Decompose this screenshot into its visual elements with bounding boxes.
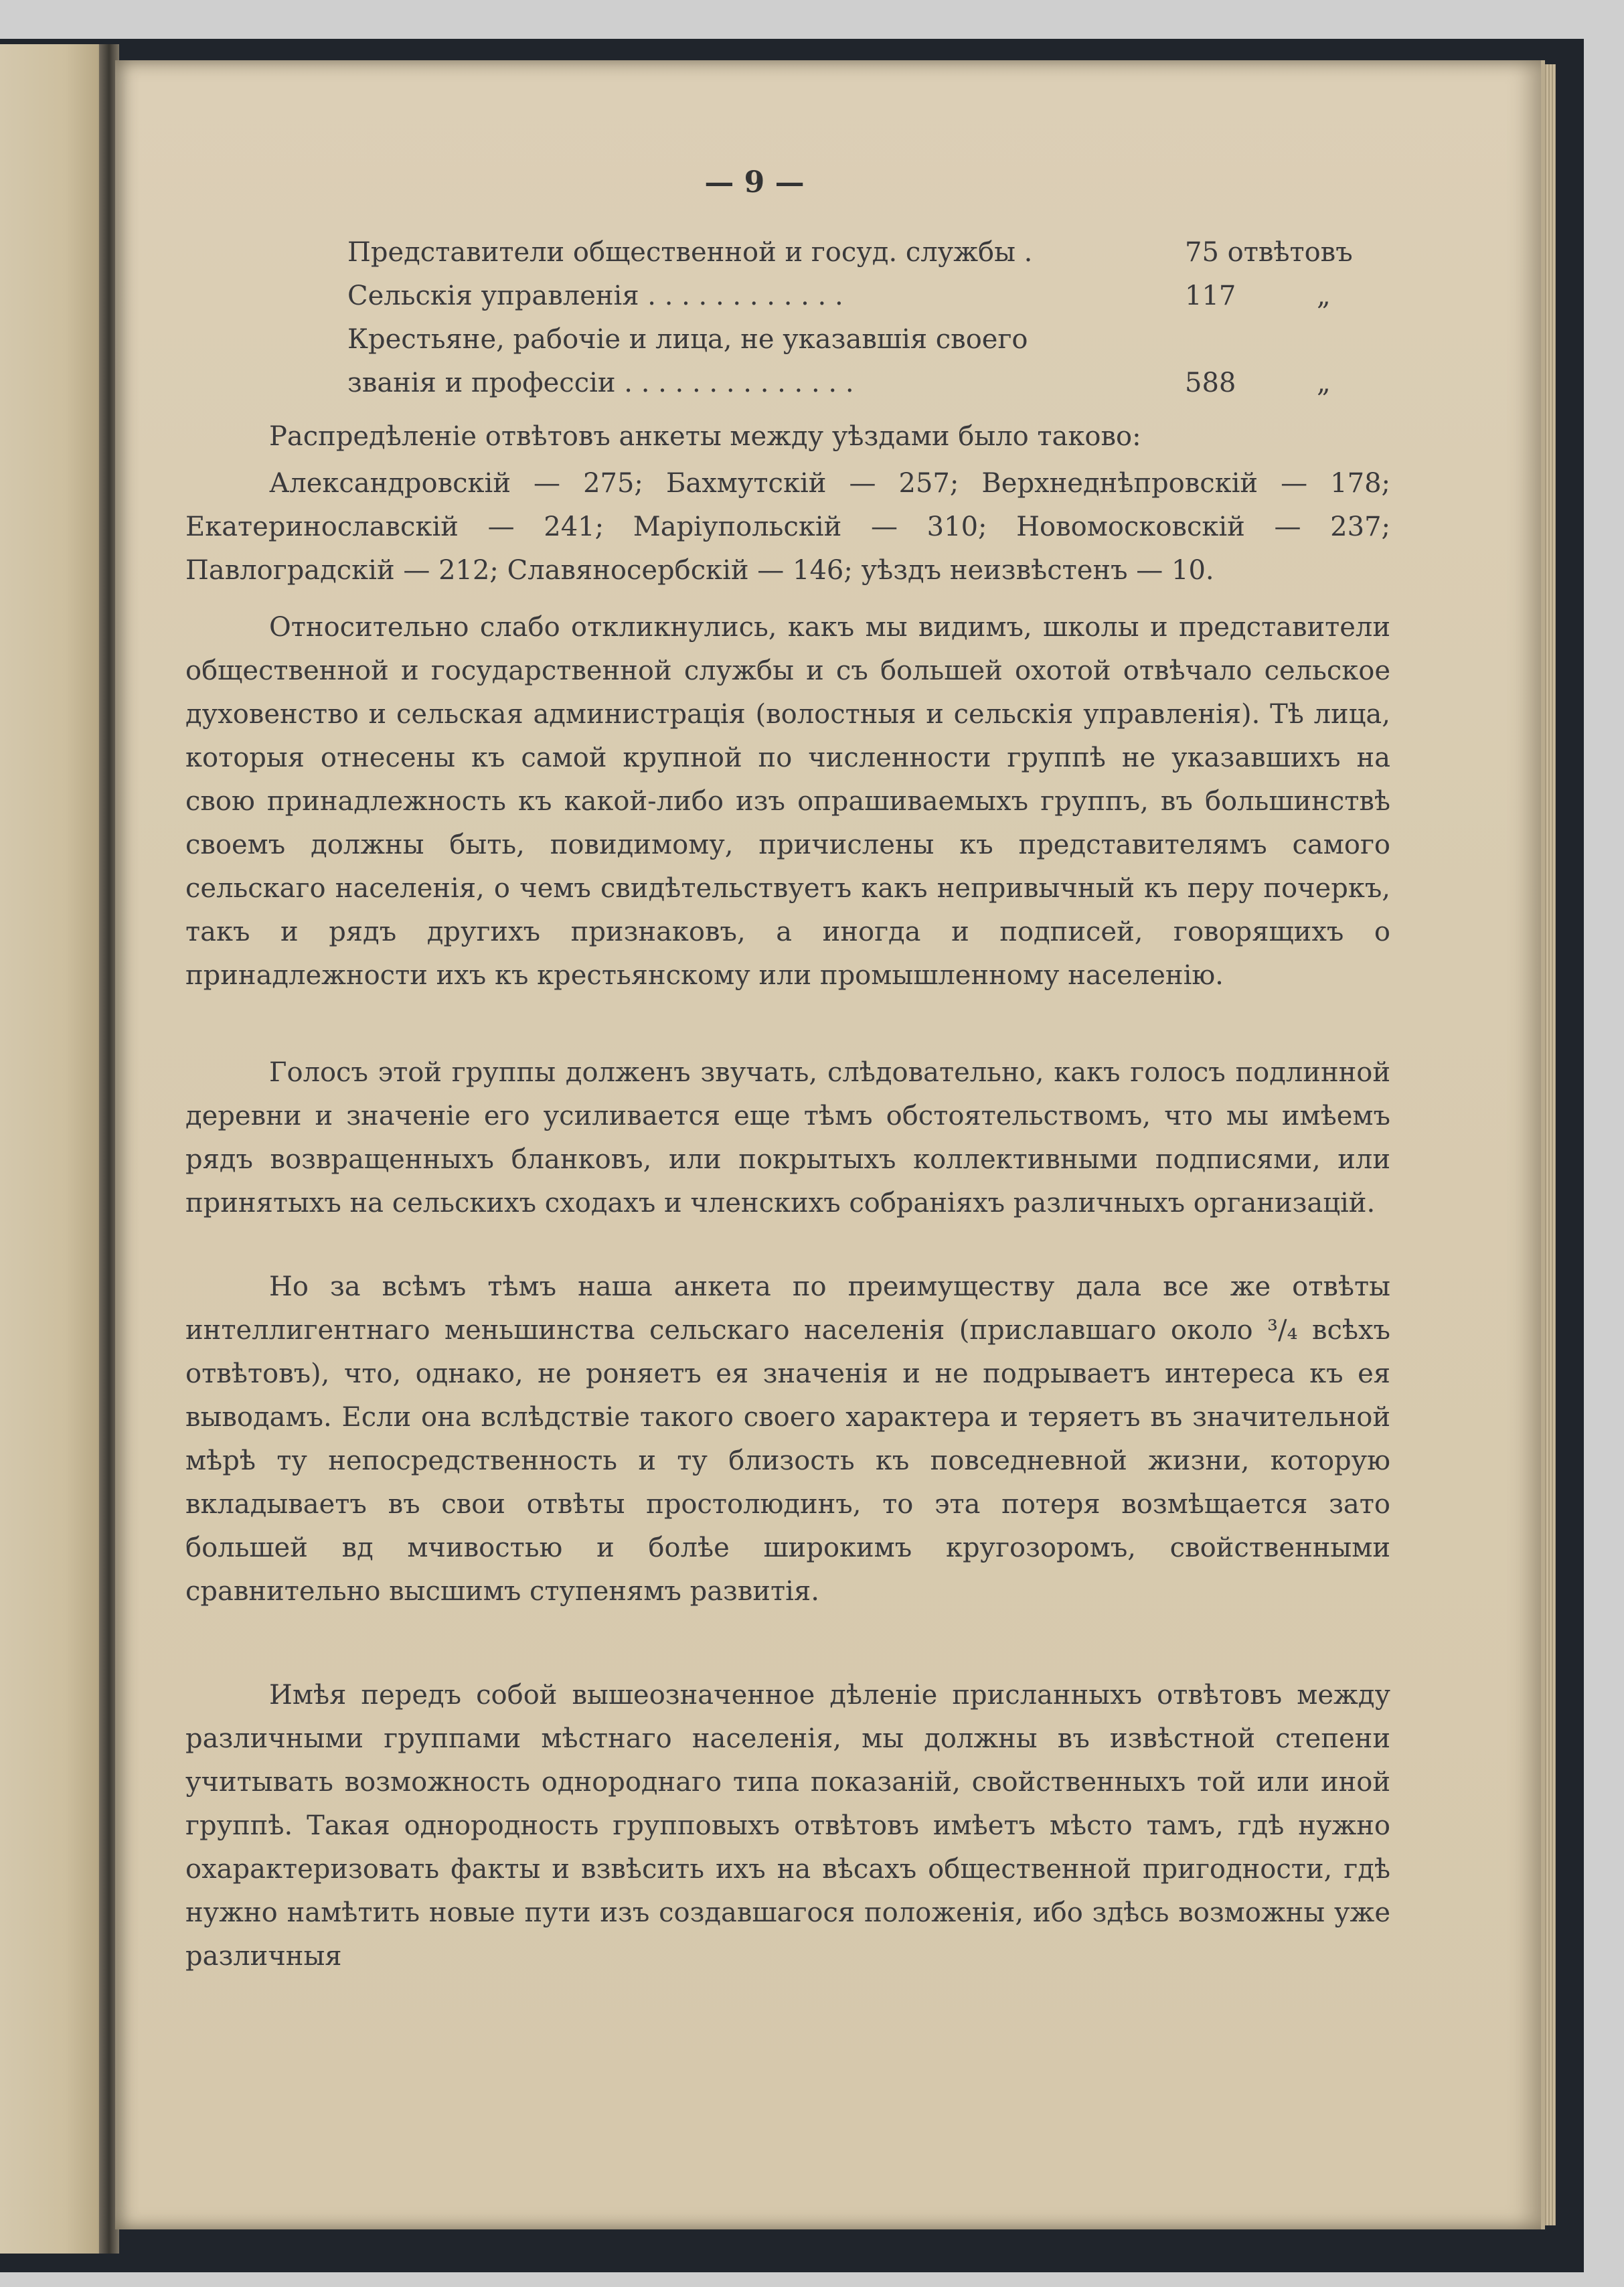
previous-page-edge	[0, 44, 108, 2254]
book-page	[115, 60, 1545, 2229]
distribution-heading: Распредѣленіе отвѣтовъ анкеты между уѣздами было таково:	[269, 421, 1141, 452]
row-count: 75 отвѣтовъ	[1185, 237, 1353, 268]
table-row	[185, 231, 1471, 274]
row-label: Крестьяне, рабочіе и лица, не указавшія своего	[347, 324, 1028, 355]
row-unit: „	[1317, 281, 1331, 311]
table-row	[185, 274, 1471, 318]
row-label: Представители общественной и госуд. службы .	[347, 237, 1033, 268]
table-row	[185, 362, 1471, 405]
paragraph: Относительно слабо откликнулись, какъ мы видимъ, школы и представители общественной и государственной службы и съ большей охотой отвѣчало сельское духовенство и сельская администрація (волостныя и сельскія управленія). Тѣ лица, которыя отнесены къ самой крупной по численности группѣ не указавшихъ на свою принадлежность къ какой-либо изъ опрашиваемыхъ группъ, въ большинствѣ своемъ должны быть, повидимому, причислены къ представителямъ самого сельскаго населенія, о чемъ свидѣтельствуетъ какъ непривычный къ перу почеркъ, такъ и рядъ другихъ признаковъ, а иногда и подписей, говорящихъ о принадлежности ихъ къ крестьянскому или промышленному населенію.	[185, 612, 1390, 991]
distribution-paragraph: Александровскій — 275; Бахмутскій — 257; Верхнеднѣпровскій — 178; Екатеринославскій — 241; Маріупольскій — 310; Новомосковскій — 237; Павлоградскій — 212; Славяносербскій — 146; уѣздъ неизвѣстенъ — 10.	[185, 468, 1390, 586]
paragraph: Но за всѣмъ тѣмъ наша анкета по преимуществу дала все же отвѣты интеллигентнаго меньшинства сельскаго населенія (приславшаго около ³/₄ всѣхъ отвѣтовъ), что, однако, не роняетъ ея значенія и не подрываетъ интереса къ ея выводамъ. Если она вслѣдствіе такого своего характера и теряетъ въ значительной мѣрѣ ту непосредственность и ту близость къ повседневной жизни, которую вкладываетъ въ свои отвѣты простолюдинъ, то эта потеря возмѣщается зато большей вд мчивостью и болѣе широкимъ кругозоромъ, свойственными сравнительно высшимъ ступенямъ развитія.	[185, 1271, 1390, 1607]
row-label: званія и профессіи . . . . . . . . . . . . . .	[347, 368, 854, 398]
row-label: Сельскія управленія . . . . . . . . . . . .	[347, 281, 843, 311]
row-unit: „	[1317, 368, 1331, 398]
paragraph: Имѣя передъ собой вышеозначенное дѣленіе присланныхъ отвѣтовъ между различными группами мѣстнаго населенія, мы должны въ извѣстной степени учитывать возможность однороднаго типа показаній, свойственныхъ той или иной группѣ. Такая однородность групповыхъ отвѣтовъ имѣетъ мѣсто тамъ, гдѣ нужно охарактеризовать факты и взвѣсить ихъ на вѣсахъ общественной пригодности, гдѣ нужно намѣтить новые пути изъ создавшагося положенія, ибо здѣсь возможны уже различныя	[185, 1680, 1390, 1972]
row-count: 588	[1185, 368, 1236, 398]
page-number: — 9 —	[704, 165, 805, 200]
table-row	[185, 318, 1471, 362]
row-count: 117	[1185, 281, 1236, 311]
paragraph: Голосъ этой группы долженъ звучать, слѣдовательно, какъ голосъ подлинной деревни и значеніе его усиливается еще тѣмъ обстоятельствомъ, что мы имѣемъ рядъ возвращенныхъ бланковъ, или покрытыхъ коллективными подписями, или принятыхъ на сельскихъ сходахъ и членскихъ собраніяхъ различныхъ организацій.	[185, 1057, 1390, 1218]
